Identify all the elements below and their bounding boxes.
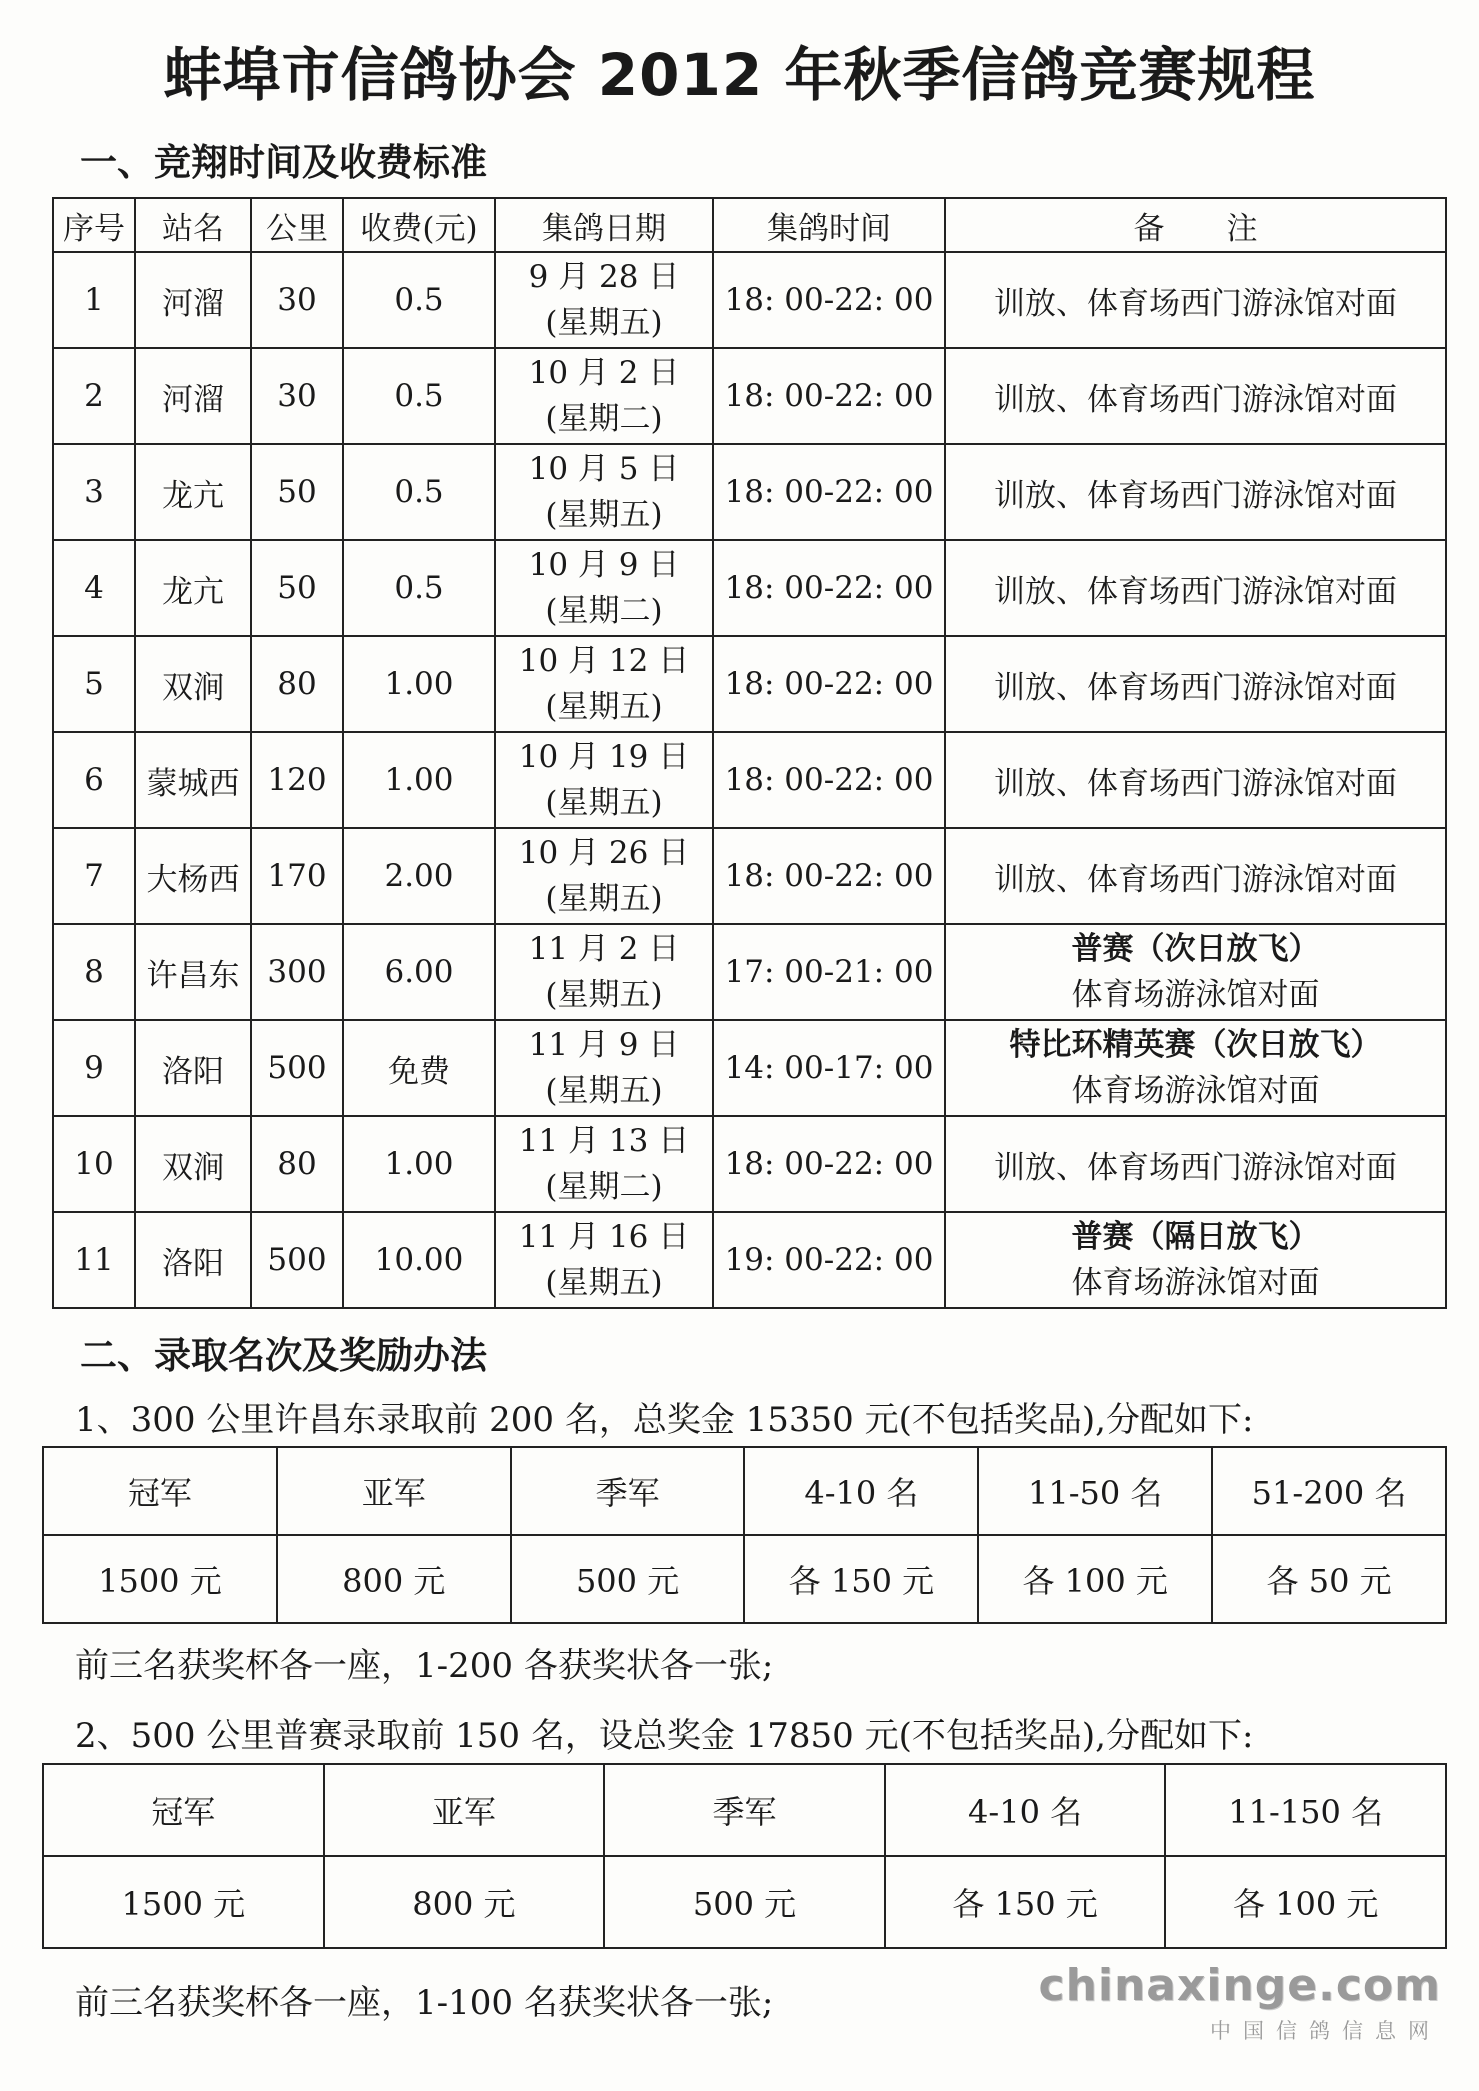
fee-cell: 10.00 — [343, 1212, 495, 1308]
weekday-text: (星期五) — [545, 1073, 663, 1109]
prize-cell: 500 元 — [604, 1856, 885, 1948]
table-row — [43, 1535, 1446, 1623]
watermark — [1038, 1960, 1441, 2045]
prize-table-300km — [42, 1446, 1447, 1624]
distance-cell: 80 — [251, 1116, 343, 1212]
date-cell — [495, 924, 713, 1020]
date-cell — [495, 1212, 713, 1308]
distance-cell: 120 — [251, 732, 343, 828]
time-cell: 19: 00-22: 00 — [713, 1212, 945, 1308]
row-number-cell: 10 — [53, 1116, 135, 1212]
time-cell: 18: 00-22: 00 — [713, 252, 945, 348]
distance-cell: 80 — [251, 636, 343, 732]
date-cell — [495, 444, 713, 540]
header-cell: 站名 — [135, 198, 251, 252]
time-cell: 18: 00-22: 00 — [713, 1116, 945, 1212]
fee-cell: 免费 — [343, 1020, 495, 1116]
prize-cell: 1500 元 — [43, 1856, 324, 1948]
row-number-cell: 4 — [53, 540, 135, 636]
date-text: 10 月 5 日 — [528, 451, 680, 487]
prize-cell: 各 100 元 — [1165, 1856, 1446, 1948]
note-cell — [945, 1020, 1446, 1116]
distance-cell: 50 — [251, 540, 343, 636]
prize-cell: 800 元 — [324, 1856, 605, 1948]
fee-cell: 6.00 — [343, 924, 495, 1020]
note-text: 训放、体育场西门游泳馆对面 — [994, 1149, 1397, 1186]
note-cell — [945, 924, 1446, 1020]
station-cell: 洛阳 — [135, 1020, 251, 1116]
table-row — [43, 1856, 1446, 1948]
weekday-text: (星期二) — [545, 1169, 663, 1205]
rank-cell: 4-10 名 — [744, 1447, 978, 1535]
prize-note-2: 前三名获奖杯各一座，1-100 名获奖状各一张; — [75, 1983, 774, 2023]
section1-heading: 一、竞翔时间及收费标准 — [80, 141, 487, 184]
document-title: 蚌埠市信鸽协会 2012 年秋季信鸽竞赛规程 — [163, 41, 1316, 109]
fee-cell: 2.00 — [343, 828, 495, 924]
table-row — [53, 1020, 1446, 1116]
rank-cell: 亚军 — [324, 1764, 605, 1856]
prize-cell: 各 150 元 — [744, 1535, 978, 1623]
note-cell — [945, 540, 1446, 636]
date-cell — [495, 1116, 713, 1212]
header-cell: 收费(元) — [343, 198, 495, 252]
table-row — [53, 540, 1446, 636]
note-location: 体育场游泳馆对面 — [1071, 1265, 1320, 1301]
station-cell: 河溜 — [135, 348, 251, 444]
row-number-cell: 11 — [53, 1212, 135, 1308]
time-cell: 18: 00-22: 00 — [713, 636, 945, 732]
row-number-cell: 8 — [53, 924, 135, 1020]
note-title: 普赛（隔日放飞） — [1071, 1219, 1320, 1255]
race-schedule-table — [52, 197, 1447, 1309]
prize-cell: 各 150 元 — [885, 1856, 1166, 1948]
date-text: 10 月 19 日 — [518, 739, 690, 775]
date-text: 11 月 2 日 — [528, 931, 680, 967]
time-cell: 18: 00-22: 00 — [713, 348, 945, 444]
fee-cell: 0.5 — [343, 252, 495, 348]
table-header-row — [53, 198, 1446, 252]
distance-cell: 30 — [251, 348, 343, 444]
rank-cell: 4-10 名 — [885, 1764, 1166, 1856]
time-cell: 14: 00-17: 00 — [713, 1020, 945, 1116]
table-row — [53, 924, 1446, 1020]
date-cell — [495, 348, 713, 444]
station-cell: 洛阳 — [135, 1212, 251, 1308]
date-text: 10 月 9 日 — [528, 547, 680, 583]
note-cell — [945, 252, 1446, 348]
note-title: 普赛（次日放飞） — [1071, 931, 1320, 967]
row-number-cell: 6 — [53, 732, 135, 828]
section2-heading: 二、录取名次及奖励办法 — [80, 1334, 487, 1377]
table-row — [53, 732, 1446, 828]
date-cell — [495, 636, 713, 732]
prize-cell: 800 元 — [277, 1535, 511, 1623]
prize-table-500km — [42, 1763, 1447, 1949]
distance-cell: 500 — [251, 1020, 343, 1116]
table-row — [53, 828, 1446, 924]
table-row — [53, 636, 1446, 732]
station-cell: 许昌东 — [135, 924, 251, 1020]
prize-cell: 各 100 元 — [978, 1535, 1212, 1623]
table-row — [53, 1116, 1446, 1212]
prize-note-1: 前三名获奖杯各一座，1-200 各获奖状各一张; — [75, 1646, 774, 1686]
watermark-domain: chinaxinge.com — [1038, 1960, 1441, 2011]
fee-cell: 1.00 — [343, 636, 495, 732]
note-cell — [945, 444, 1446, 540]
date-text: 11 月 13 日 — [518, 1123, 690, 1159]
rank-cell: 11-50 名 — [978, 1447, 1212, 1535]
time-cell: 18: 00-22: 00 — [713, 828, 945, 924]
note-cell — [945, 636, 1446, 732]
weekday-text: (星期五) — [545, 497, 663, 533]
row-number-cell: 7 — [53, 828, 135, 924]
prize-rule-2: 2、500 公里普赛录取前 150 名，设总奖金 17850 元(不包括奖品),分配如下: — [75, 1716, 1254, 1756]
station-cell: 双涧 — [135, 1116, 251, 1212]
note-cell — [945, 1212, 1446, 1308]
rank-cell: 亚军 — [277, 1447, 511, 1535]
note-text: 训放、体育场西门游泳馆对面 — [994, 669, 1397, 706]
station-cell: 龙亢 — [135, 444, 251, 540]
note-location: 体育场游泳馆对面 — [1071, 1073, 1320, 1109]
note-text: 训放、体育场西门游泳馆对面 — [994, 477, 1397, 514]
station-cell: 龙亢 — [135, 540, 251, 636]
note-title: 特比环精英赛（次日放飞） — [1009, 1027, 1382, 1063]
date-text: 10 月 12 日 — [518, 643, 690, 679]
date-cell — [495, 252, 713, 348]
note-text: 训放、体育场西门游泳馆对面 — [994, 861, 1397, 898]
table-row — [53, 252, 1446, 348]
table-row — [53, 1212, 1446, 1308]
station-cell: 大杨西 — [135, 828, 251, 924]
rank-cell: 季军 — [604, 1764, 885, 1856]
note-cell — [945, 348, 1446, 444]
station-cell: 河溜 — [135, 252, 251, 348]
note-cell — [945, 1116, 1446, 1212]
fee-cell: 0.5 — [343, 444, 495, 540]
fee-cell: 1.00 — [343, 1116, 495, 1212]
weekday-text: (星期五) — [545, 785, 663, 821]
prize-cell: 各 50 元 — [1212, 1535, 1446, 1623]
table-header-row — [43, 1764, 1446, 1856]
date-text: 11 月 9 日 — [528, 1027, 680, 1063]
prize-rule-1: 1、300 公里许昌东录取前 200 名，总奖金 15350 元(不包括奖品),分配如下: — [75, 1400, 1254, 1440]
rank-cell: 51-200 名 — [1212, 1447, 1446, 1535]
header-cell: 公里 — [251, 198, 343, 252]
note-text: 训放、体育场西门游泳馆对面 — [994, 573, 1397, 610]
row-number-cell: 5 — [53, 636, 135, 732]
date-text: 10 月 26 日 — [518, 835, 690, 871]
station-cell: 双涧 — [135, 636, 251, 732]
rank-cell: 冠军 — [43, 1447, 277, 1535]
note-cell — [945, 732, 1446, 828]
date-cell — [495, 828, 713, 924]
fee-cell: 1.00 — [343, 732, 495, 828]
weekday-text: (星期五) — [545, 1265, 663, 1301]
watermark-site-name: 中国信鸽信息网 — [1210, 2019, 1441, 2043]
note-text: 训放、体育场西门游泳馆对面 — [994, 765, 1397, 802]
rank-cell: 冠军 — [43, 1764, 324, 1856]
fee-cell: 0.5 — [343, 540, 495, 636]
header-cell: 集鸽时间 — [713, 198, 945, 252]
table-header-row — [43, 1447, 1446, 1535]
distance-cell: 500 — [251, 1212, 343, 1308]
row-number-cell: 3 — [53, 444, 135, 540]
date-text: 11 月 16 日 — [518, 1219, 690, 1255]
distance-cell: 300 — [251, 924, 343, 1020]
weekday-text: (星期五) — [545, 305, 663, 341]
header-cell: 备 注 — [945, 198, 1446, 252]
time-cell: 18: 00-22: 00 — [713, 540, 945, 636]
table-row — [53, 348, 1446, 444]
header-cell: 集鸽日期 — [495, 198, 713, 252]
weekday-text: (星期五) — [545, 689, 663, 725]
prize-cell: 1500 元 — [43, 1535, 277, 1623]
date-text: 10 月 2 日 — [528, 355, 680, 391]
weekday-text: (星期二) — [545, 401, 663, 437]
date-text: 9 月 28 日 — [528, 259, 680, 295]
time-cell: 18: 00-22: 00 — [713, 444, 945, 540]
time-cell: 17: 00-21: 00 — [713, 924, 945, 1020]
table-row — [53, 444, 1446, 540]
date-cell — [495, 1020, 713, 1116]
note-text: 训放、体育场西门游泳馆对面 — [994, 285, 1397, 322]
date-cell — [495, 540, 713, 636]
note-text: 训放、体育场西门游泳馆对面 — [994, 381, 1397, 418]
station-cell: 蒙城西 — [135, 732, 251, 828]
rank-cell: 季军 — [511, 1447, 745, 1535]
row-number-cell: 9 — [53, 1020, 135, 1116]
row-number-cell: 2 — [53, 348, 135, 444]
weekday-text: (星期五) — [545, 881, 663, 917]
distance-cell: 50 — [251, 444, 343, 540]
rank-cell: 11-150 名 — [1165, 1764, 1446, 1856]
distance-cell: 170 — [251, 828, 343, 924]
fee-cell: 0.5 — [343, 348, 495, 444]
time-cell: 18: 00-22: 00 — [713, 732, 945, 828]
weekday-text: (星期二) — [545, 593, 663, 629]
note-location: 体育场游泳馆对面 — [1071, 977, 1320, 1013]
distance-cell: 30 — [251, 252, 343, 348]
row-number-cell: 1 — [53, 252, 135, 348]
note-cell — [945, 828, 1446, 924]
header-cell: 序号 — [53, 198, 135, 252]
date-cell — [495, 732, 713, 828]
prize-cell: 500 元 — [511, 1535, 745, 1623]
weekday-text: (星期五) — [545, 977, 663, 1013]
